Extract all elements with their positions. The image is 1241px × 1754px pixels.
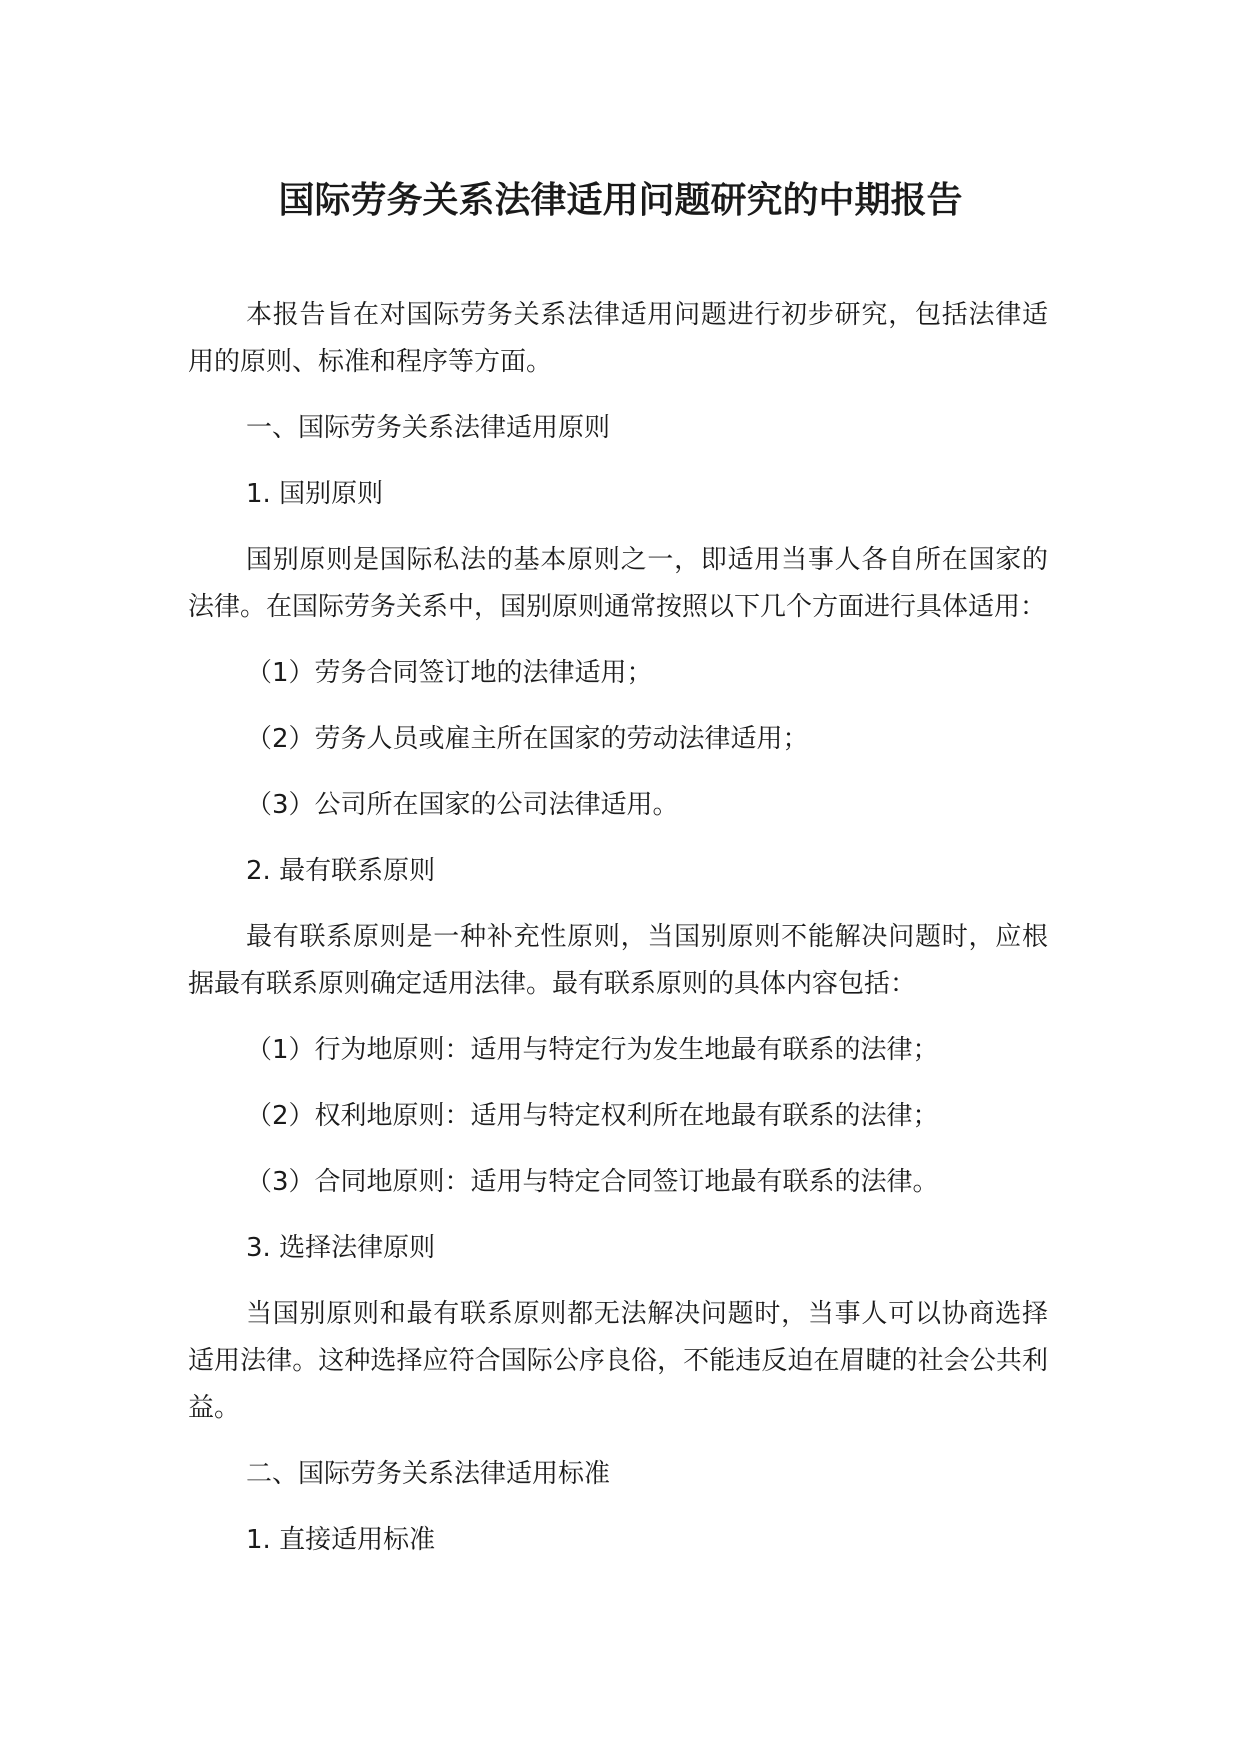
subsection-heading-1-1: 1. 国别原则 <box>246 479 384 509</box>
subsection-heading-2-1: 1. 直接适用标准 <box>246 1525 436 1555</box>
document-body <box>188 292 1048 1583</box>
list-item: （2）劳务人员或雇主所在国家的劳动法律适用； <box>246 724 809 754</box>
subsection-heading-1-3: 3. 选择法律原则 <box>246 1233 436 1263</box>
section-heading-2: 二、国际劳务关系法律适用标准 <box>246 1459 611 1489</box>
list-item: （3）合同地原则：适用与特定合同签订地最有联系的法律。 <box>246 1167 939 1197</box>
subsection-heading-1-2: 2. 最有联系原则 <box>246 856 436 886</box>
list-item: （1）行为地原则：适用与特定行为发生地最有联系的法律； <box>246 1035 939 1065</box>
document-title: 国际劳务关系法律适用问题研究的中期报告 <box>278 180 963 221</box>
list-item: （3）公司所在国家的公司法律适用。 <box>246 790 679 820</box>
paragraph-nationality-principle: 国别原则是国际私法的基本原则之一，即适用当事人各自所在国家的法律。在国际劳务关系中，国别原则通常按照以下几个方面进行具体适用： <box>188 545 1048 622</box>
paragraph-closest-connection: 最有联系原则是一种补充性原则，当国别原则不能解决问题时，应根据最有联系原则确定适用法律。最有联系原则的具体内容包括： <box>188 922 1048 999</box>
list-item: （2）权利地原则：适用与特定权利所在地最有联系的法律； <box>246 1101 939 1131</box>
intro-paragraph: 本报告旨在对国际劳务关系法律适用问题进行初步研究，包括法律适用的原则、标准和程序等方面。 <box>188 300 1048 377</box>
section-heading-1: 一、国际劳务关系法律适用原则 <box>246 413 611 443</box>
paragraph-choice-of-law: 当国别原则和最有联系原则都无法解决问题时，当事人可以协商选择适用法律。这种选择应符合国际公序良俗，不能违反迫在眉睫的社会公共利益。 <box>188 1299 1048 1423</box>
list-item: （1）劳务合同签订地的法律适用； <box>246 658 653 688</box>
